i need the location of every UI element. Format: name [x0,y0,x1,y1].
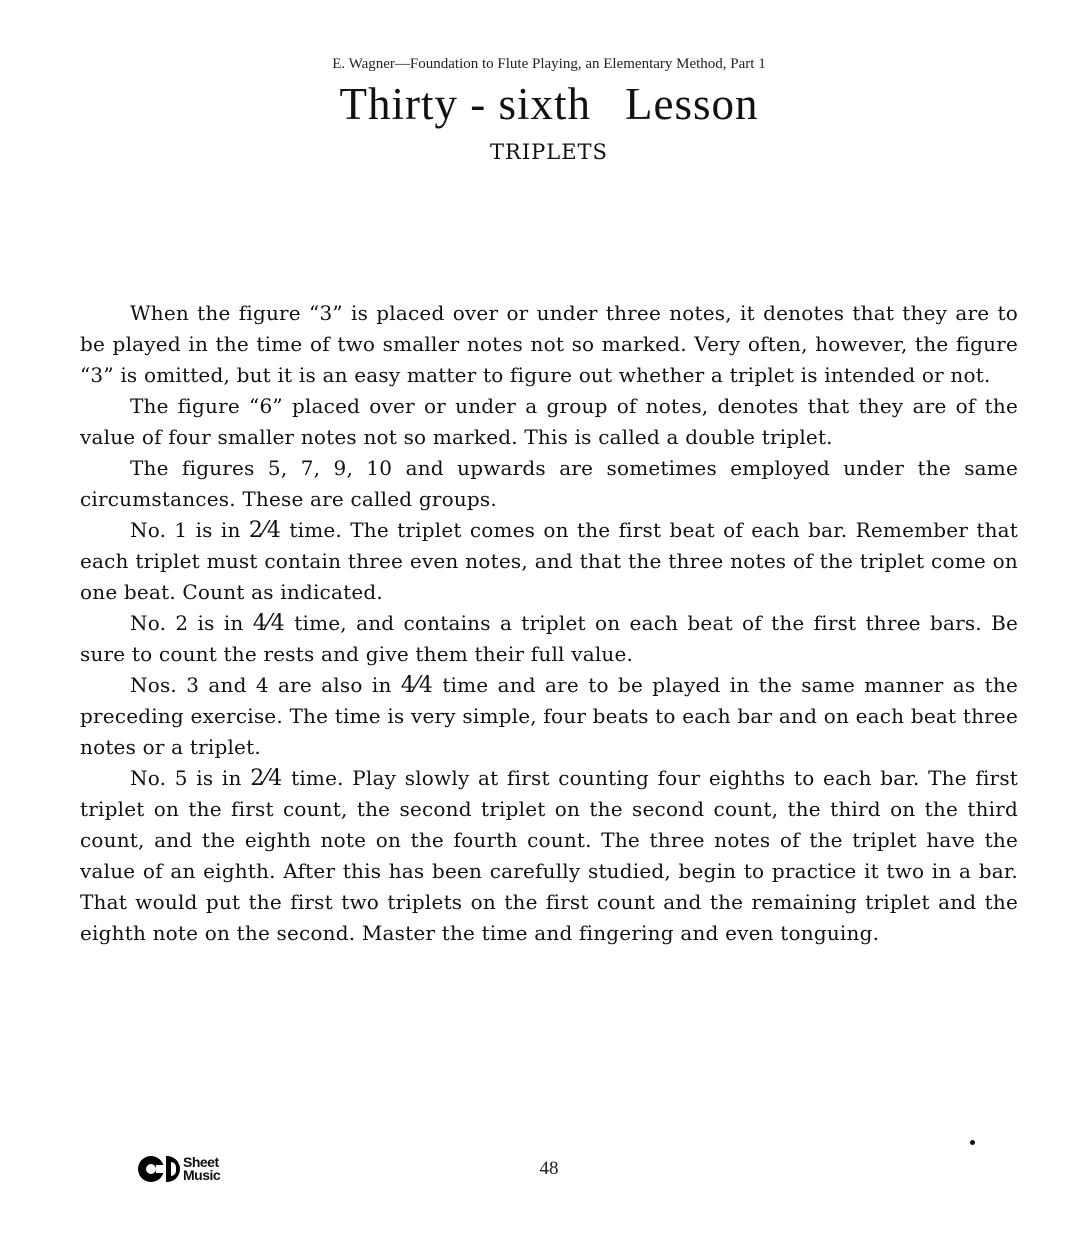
lesson-body [80,298,1018,949]
lesson-subtitle: TRIPLETS [490,140,608,164]
exercise-5-text: time. Play slowly at first counting four eighths to each bar. The first triplet on the first count, the second triplet on the second count, the third on the third count, and the eighth note on the fourth count. The three notes of the triplet have the value of an eighth. After this has been carefully studied, begin to practice it two in a bar. That would put the first two triplets on the first count and the remaining triplet and the eighth note on the second. Master the time and fingering and even tonguing. [80,766,1019,945]
paragraph-groups: The figures 5, 7, 9, 10 and upwards are sometimes employed under the same circumstances. These are called groups. [80,456,1018,511]
paragraph-exercise-3-4 [80,670,1018,763]
running-head: E. Wagner—Foundation to Flute Playing, an Elementary Method, Part 1 [332,56,766,72]
stray-mark [970,1140,975,1145]
exercise-1-lead: No. 1 is in [130,518,241,542]
paragraph-triplet-definition: When the figure “3” is placed over or under three notes, it denotes that they are to be played in the time of two smaller notes not so marked. Very often, however, the figure “3” is omitted, but it is an easy matter to figure out whether a triplet is intended or not. [80,301,1018,387]
exercise-1-text: time. The triplet comes on the first beat of each bar. Remember that each triplet must contain three even notes, and that the three notes of the triplet come on one beat. Count as indicated. [80,518,1019,604]
exercise-2-lead: No. 2 is in [130,611,244,635]
exercise-3-4-lead: Nos. 3 and 4 are also in [130,673,392,697]
time-signature-fraction: 2⁄4 [250,766,283,791]
lesson-title-part2: Lesson [624,79,759,129]
time-signature-fraction: 2⁄4 [248,518,282,543]
paragraph-exercise-1 [80,515,1018,608]
lesson-title [0,78,1088,130]
logo-line-1: Sheet [183,1154,219,1170]
exercise-5-lead: No. 5 is in [130,766,242,790]
paragraph-exercise-5 [80,763,1018,949]
paragraph-double-triplet: The figure “6” placed over or under a group of notes, denotes that they are of the value of four smaller notes not so marked. This is called a double triplet. [80,394,1018,449]
logo-line-2: Music [183,1167,221,1183]
time-signature-fraction: 4⁄4 [400,673,434,698]
exercise-2-text: time, and contains a triplet on each beat of the first three bars. Be sure to count the rests and give them their full value. [80,611,1019,666]
time-signature-fraction: 4⁄4 [252,611,286,636]
exercise-3-4-text: time and are to be played in the same manner as the preceding exercise. The time is very simple, four beats to each bar and on each beat three notes or a triplet. [80,673,1018,759]
page-number: 48 [539,1158,559,1179]
paragraph-exercise-2 [80,608,1018,670]
lesson-title-part1: Thirty - sixth [339,79,591,129]
